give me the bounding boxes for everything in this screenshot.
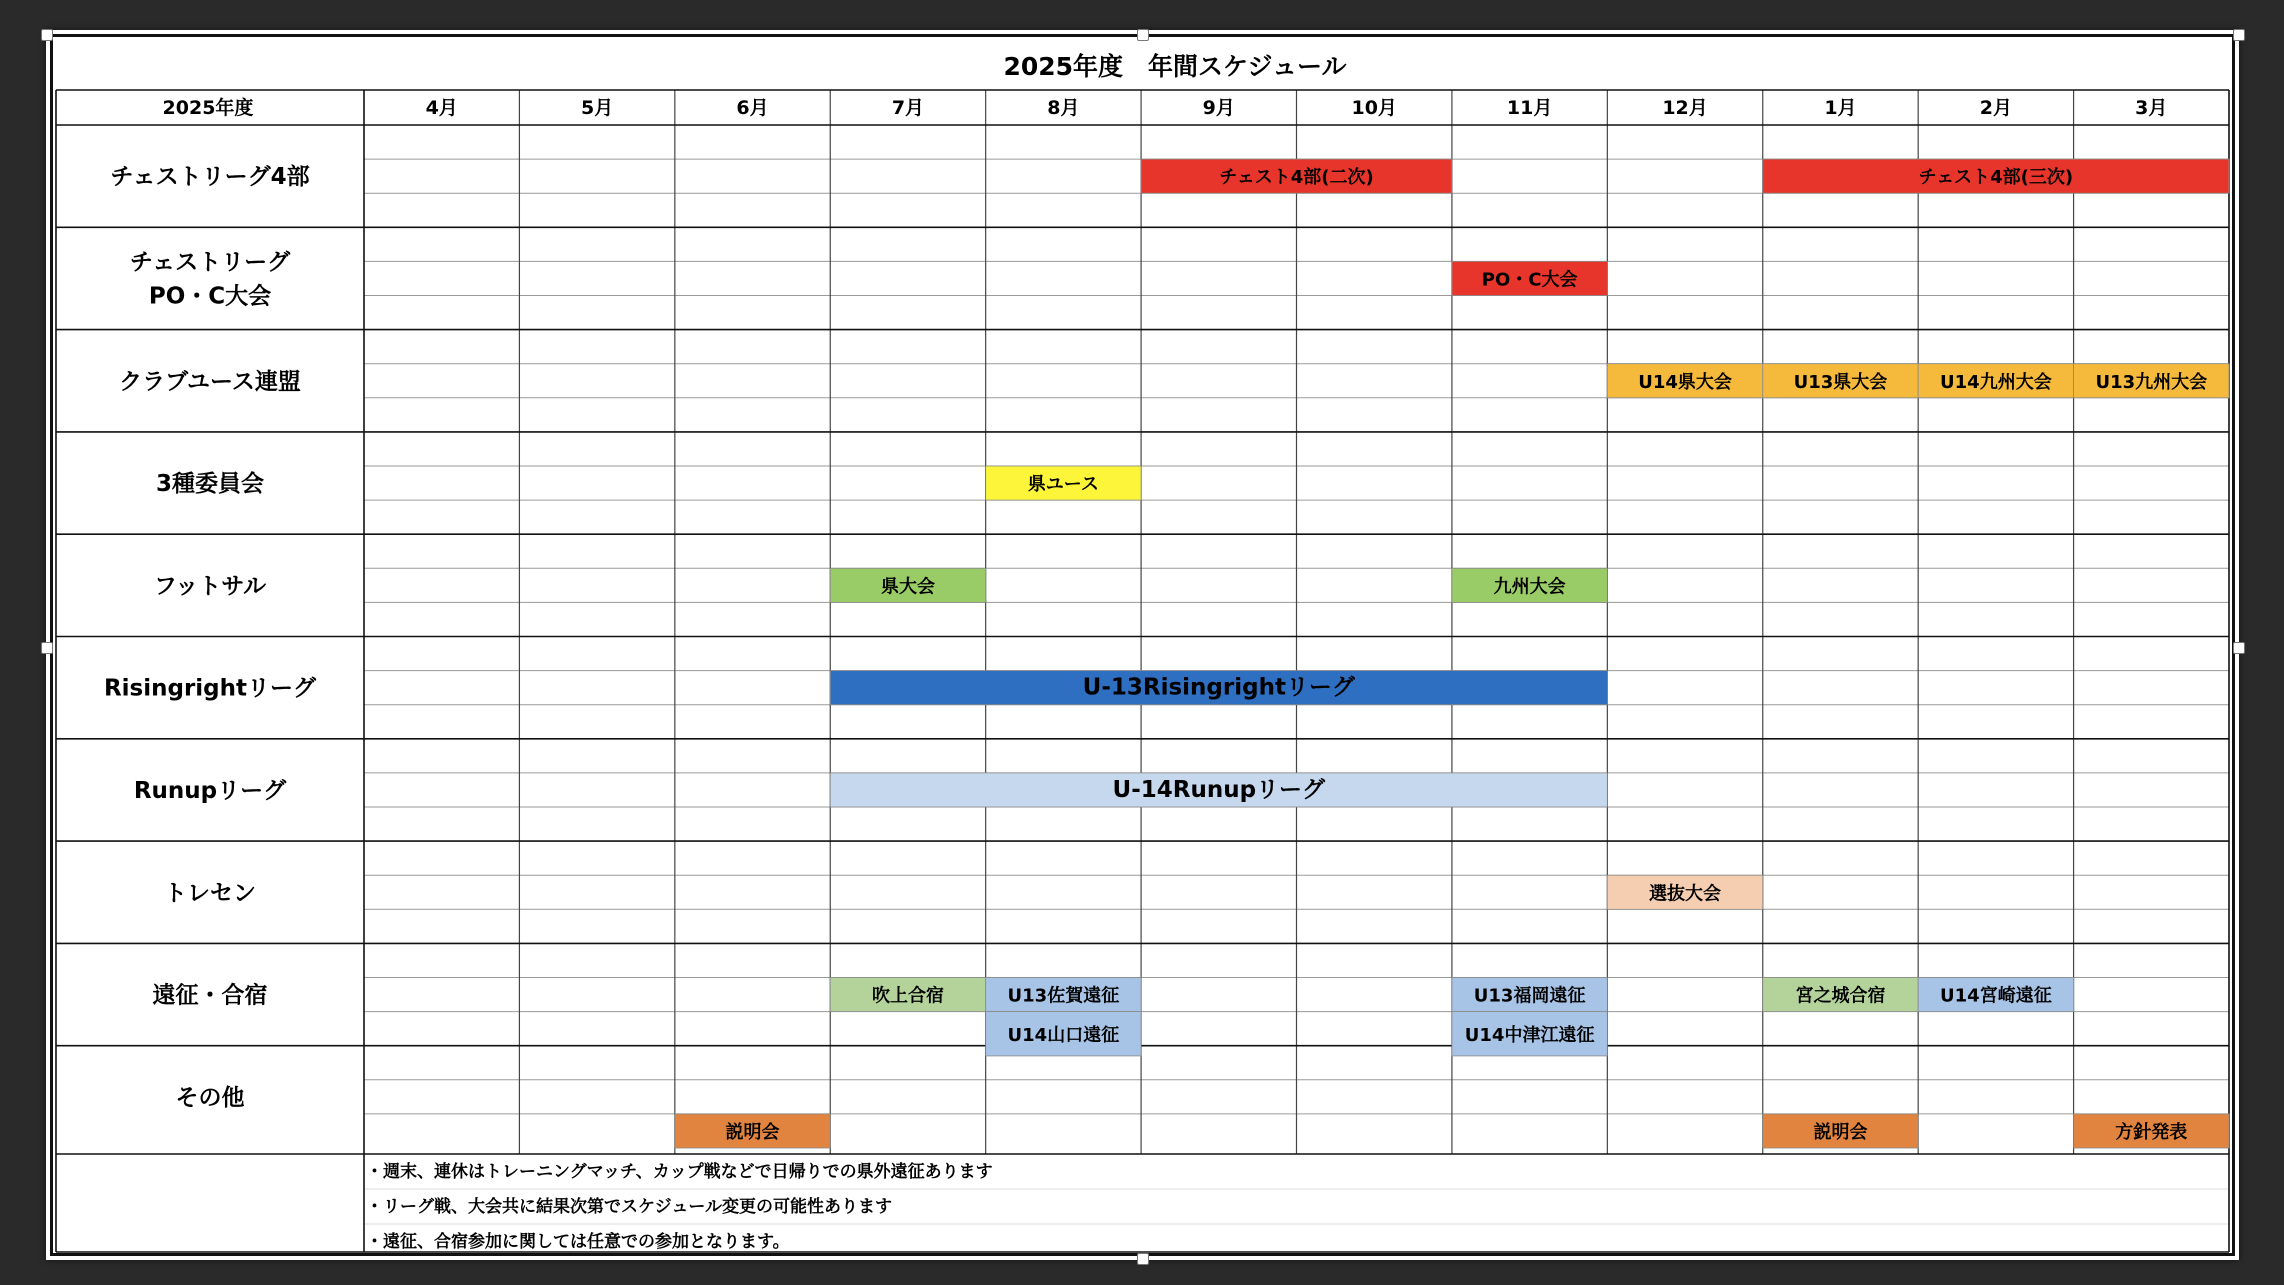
event-label: U14県大会	[1638, 371, 1732, 393]
category-label: チェストリーグ4部	[110, 164, 310, 191]
month-header: 5月	[581, 97, 614, 119]
event-label: U-13Risingrightリーグ	[1082, 674, 1355, 701]
event-label: U13福岡遠征	[1473, 985, 1586, 1007]
event-label: U14山口遠征	[1007, 1024, 1120, 1046]
event-label: 宮之城合宿	[1795, 985, 1886, 1007]
resize-handle-top-left[interactable]	[41, 29, 53, 41]
event-label: PO・C大会	[1481, 269, 1578, 291]
event-label: 吹上合宿	[871, 985, 944, 1007]
event-label: チェスト4部(三次)	[1918, 167, 2074, 189]
month-header: 11月	[1506, 97, 1553, 119]
schedule-table	[46, 30, 2239, 1260]
note-line: ・週末、連休はトレーニングマッチ、カップ戦などで日帰りでの県外遠征あります	[366, 1162, 993, 1182]
corner-header: 2025年度	[162, 97, 254, 119]
category-label: チェストリーグ	[129, 249, 291, 276]
month-header: 2月	[1979, 97, 2012, 119]
event-label: 選抜大会	[1649, 883, 1722, 905]
category-label: Risingrightリーグ	[103, 675, 317, 702]
event-label: 方針発表	[2115, 1121, 2188, 1143]
category-label: 3種委員会	[155, 471, 265, 498]
event-label: U13佐賀遠征	[1007, 985, 1120, 1007]
event-label: 説明会	[725, 1121, 780, 1143]
note-line: ・遠征、合宿参加に関しては任意での参加となります。	[366, 1232, 790, 1252]
event-label: 県大会	[880, 576, 935, 598]
event-label: U13県大会	[1793, 371, 1888, 393]
schedule-title: 2025年度 年間スケジュール	[1003, 52, 1347, 81]
category-label: PO・C大会	[148, 283, 272, 310]
event-label: 県ユース	[1027, 474, 1099, 496]
resize-handle-top-right[interactable]	[2233, 29, 2245, 41]
resize-handle-bottom[interactable]	[1137, 1253, 1149, 1265]
event-label: U14九州大会	[1940, 371, 2052, 393]
month-header: 4月	[425, 97, 458, 119]
month-header: 8月	[1047, 97, 1080, 119]
month-header: 9月	[1202, 97, 1235, 119]
month-header: 3月	[2135, 97, 2168, 119]
event-label: 説明会	[1813, 1121, 1868, 1143]
resize-handle-left[interactable]	[41, 642, 53, 654]
event-label: U14中津江遠征	[1464, 1024, 1595, 1046]
event-label: U13九州大会	[2095, 371, 2208, 393]
event-label: U-14Runupリーグ	[1112, 776, 1326, 803]
category-label: その他	[175, 1084, 245, 1111]
month-header: 12月	[1662, 97, 1708, 119]
schedule-sheet	[46, 30, 2239, 1260]
resize-handle-right[interactable]	[2233, 642, 2245, 654]
category-label: フットサル	[153, 573, 267, 600]
event-label: チェスト4部(二次)	[1219, 167, 1374, 189]
resize-handle-top[interactable]	[1137, 29, 1149, 41]
month-header: 7月	[891, 97, 925, 119]
month-header: 10月	[1351, 97, 1397, 119]
category-label: クラブユース連盟	[119, 368, 301, 395]
month-header: 1月	[1824, 97, 1857, 119]
category-label: Runupリーグ	[133, 777, 287, 804]
event-label: U14宮崎遠征	[1940, 985, 2052, 1007]
event-label: 九州大会	[1493, 576, 1566, 598]
month-header: 6月	[736, 97, 769, 119]
category-label: トレセン	[164, 880, 256, 907]
category-label: 遠征・合宿	[152, 982, 268, 1009]
note-line: ・リーグ戦、大会共に結果次第でスケジュール変更の可能性あります	[366, 1197, 892, 1217]
